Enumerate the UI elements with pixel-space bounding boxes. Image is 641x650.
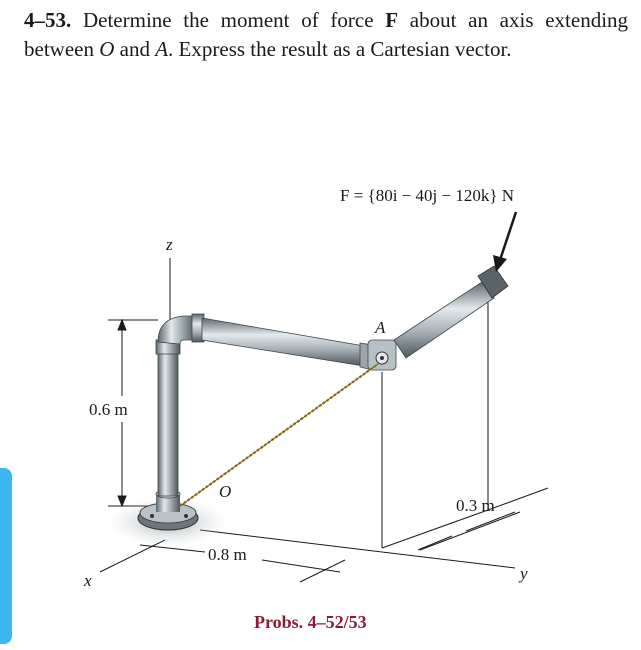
problem-text-2: about an axis extending between (24, 8, 629, 61)
axis-y-label: y (520, 564, 528, 583)
angled-pipe (394, 266, 508, 358)
axis-z-label: z (166, 235, 173, 254)
height-dimension-label: 0.6 m (89, 400, 128, 419)
problem-text-1: Determine the moment of force (82, 8, 374, 32)
vertical-pipe (156, 340, 180, 496)
point-a-symbol: A (155, 37, 169, 61)
point-o-symbol: O (99, 37, 115, 61)
x-dimension-label: 0.8 m (208, 545, 247, 564)
point-a-label: A (375, 318, 386, 337)
problem-number: 4–53. (24, 8, 72, 32)
cable-oa-core (180, 364, 378, 506)
force-label: F = {80i − 40j − 120k} N (340, 186, 515, 205)
problem-text-3: and (119, 37, 150, 61)
horizontal-pipe (202, 318, 372, 370)
force-arrow (493, 212, 516, 272)
y-dimension-label: 0.3 m (456, 496, 495, 515)
pipe-elbow (158, 314, 204, 344)
force-symbol: F (385, 8, 399, 32)
problem-text-4: . Express the result as a Cartesian vector. (168, 37, 512, 61)
axis-x-label: x (84, 571, 92, 590)
joint-a (368, 340, 396, 370)
point-o-label: O (219, 482, 232, 501)
side-tab (0, 468, 12, 644)
figure-caption: Probs. 4–52/53 (254, 612, 367, 632)
